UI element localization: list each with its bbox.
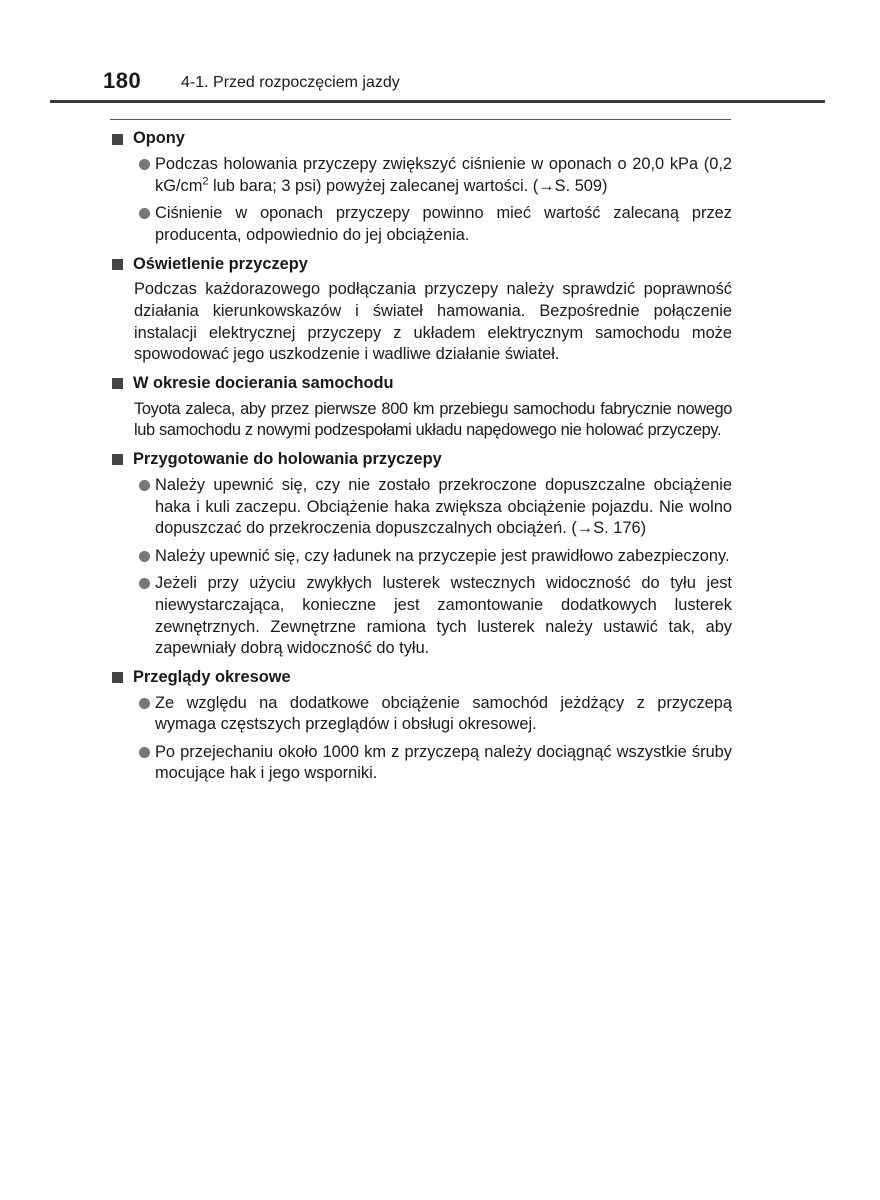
square-bullet-icon: [112, 454, 123, 465]
header-divider: [50, 100, 825, 103]
bullet-text: Ciśnienie w oponach przyczepy powinno mieć wartość zalecaną przez producenta, odpowiednio do jej obciążenia.: [155, 204, 732, 244]
section-heading-przeglady: [112, 666, 732, 690]
bullet-item: [112, 203, 732, 246]
bullet-dot-icon: [139, 747, 150, 758]
bullet-text: Należy upewnić się, czy nie zostało przekroczone dopuszczalne obciążenie haka i kuli zaczepu. Obciążenie haka zwiększa obciążenie pojazdu. Nie wolno dopuszczać do przekroczenia dopuszczalnych obciążeń. (→S. 176): [155, 475, 732, 538]
bullet-dot-icon: [139, 159, 150, 170]
bullet-item: [112, 693, 732, 736]
bullet-text: Po przejechaniu około 1000 km z przyczepą należy dociągnąć wszystkie śruby mocujące hak i jego wsporniki.: [155, 742, 732, 783]
section-title: Przeglądy okresowe: [133, 667, 291, 686]
section-title: W okresie docierania samochodu: [133, 373, 394, 392]
bullet-item: [112, 573, 732, 659]
section-title: Opony: [133, 129, 185, 148]
section-title: Oświetlenie przyczepy: [133, 254, 308, 273]
section-heading-opony: [112, 127, 732, 151]
bullet-text: Ze względu na dodatkowe obciążenie samochód jeżdżący z przyczepą wymaga częstszych przeglądów i obsługi okresowej.: [155, 693, 732, 734]
square-bullet-icon: [112, 378, 123, 389]
bullet-text: Podczas holowania przyczepy zwiększyć ciśnienie w oponach o 20,0 kPa (0,2 kG/cm: [155, 155, 732, 195]
square-bullet-icon: [112, 672, 123, 683]
section-title: Przygotowanie do holowania przyczepy: [133, 450, 442, 469]
square-bullet-icon: [112, 134, 123, 145]
page-header: [0, 0, 880, 110]
paragraph: Toyota zaleca, aby przez pierwsze 800 km przebiegu samochodu fabrycznie nowego lub samochodu z nowymi podzespołami układu napędowego nie holować przyczepy.: [134, 399, 732, 440]
bullet-dot-icon: [139, 578, 150, 589]
bullet-item: [112, 546, 732, 568]
bullet-text: Jeżeli przy użyciu zwykłych lusterek wstecznych widoczność do tyłu jest niewystarczająca, konieczne jest zamontowanie dodatkowych lusterek zewnętrznych. Zewnętrzne ramiona tych lusterek należy ustawić tak, aby zapewniały dobrą widoczność do tyłu.: [155, 574, 732, 658]
section-heading-docieranie: [112, 372, 732, 396]
bullet-dot-icon: [139, 208, 150, 219]
bullet-dot-icon: [139, 551, 150, 562]
page-content: [112, 127, 732, 791]
square-bullet-icon: [112, 259, 123, 270]
page-number: 180: [103, 68, 142, 93]
section-heading-przygotowanie: [112, 448, 732, 472]
chapter-title: 4-1. Przed rozpoczęciem jazdy: [181, 74, 400, 91]
bullet-dot-icon: [139, 698, 150, 709]
superscript: 2: [202, 175, 209, 188]
bullet-item: [112, 742, 732, 785]
bullet-item: [112, 154, 732, 197]
bullet-dot-icon: [139, 480, 150, 491]
bullet-item: [112, 475, 732, 540]
paragraph: Podczas każdorazowego podłączania przyczepy należy sprawdzić poprawność działania kierunkowskazów i świateł hamowania. Bezpośrednie połączenie instalacji elektrycznej przyczepy z układem elektrycznym samochodu może spowodować jego uszkodzenie i wadliwe działanie świateł.: [134, 280, 732, 364]
bullet-text: Należy upewnić się, czy ładunek na przyczepie jest prawidłowo zabezpieczony.: [155, 546, 730, 565]
section-heading-oswietlenie: [112, 252, 732, 276]
bullet-text-cont: lub bara; 3 psi) powyżej zalecanej wartości. (→S. 509): [208, 176, 608, 195]
content-divider: [110, 119, 731, 120]
